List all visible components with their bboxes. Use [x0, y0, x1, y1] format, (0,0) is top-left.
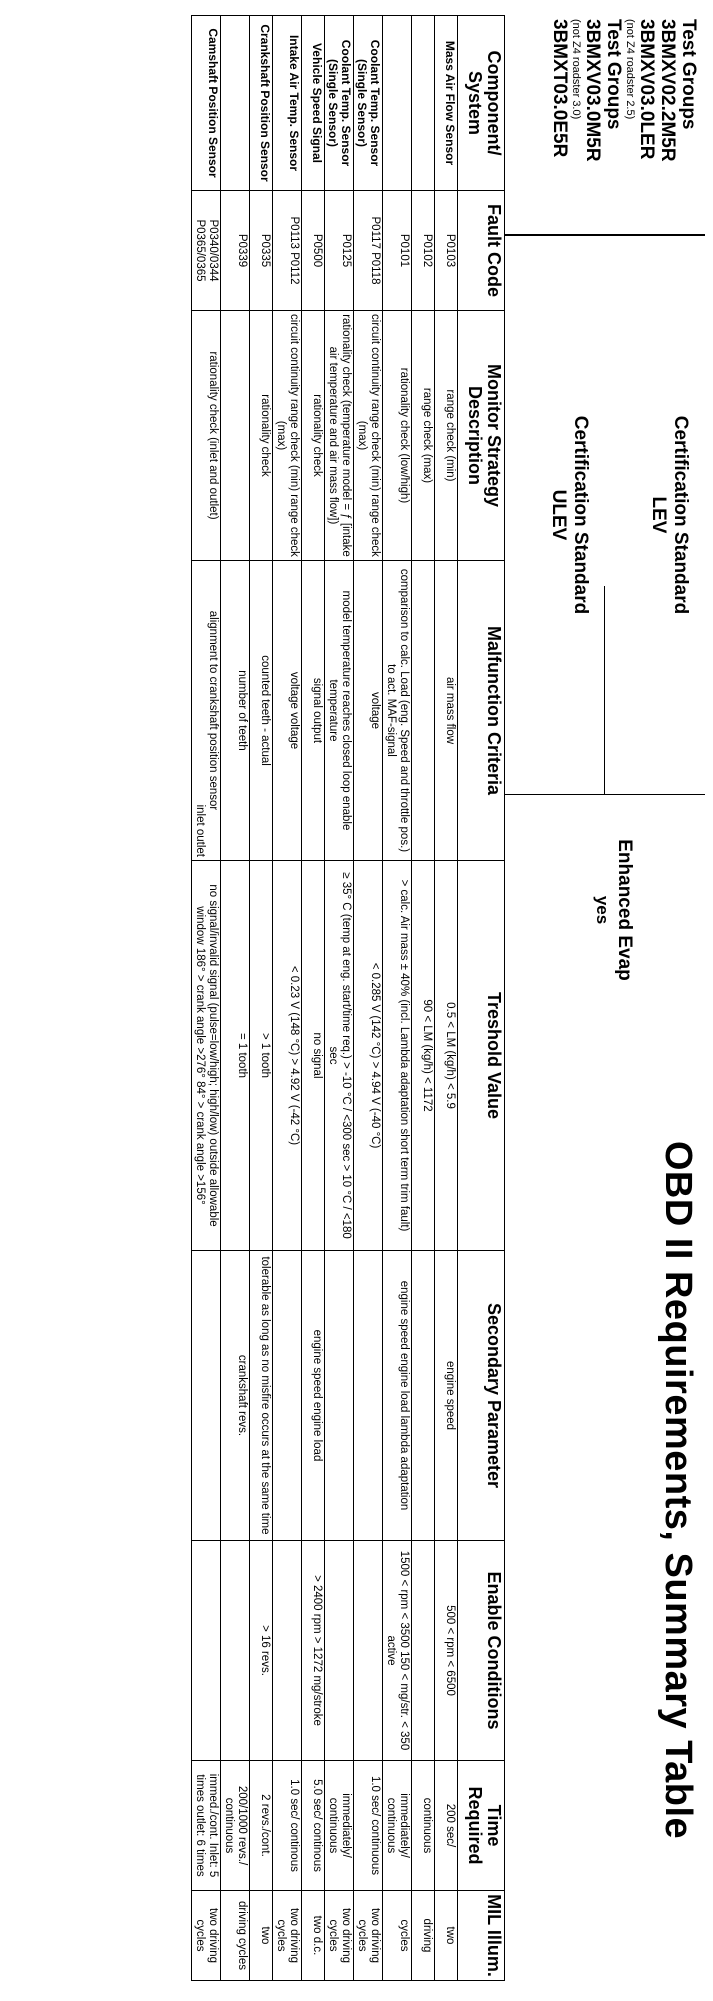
secondary-parameter-cell: crankshaft revs. — [221, 1251, 250, 1541]
malfunction-criteria-cell: number of teeth — [221, 561, 250, 861]
obd-summary-table — [191, 15, 505, 1981]
enable-conditions-cell: > 2400 rpm > 1272 mg/stroke — [302, 1541, 325, 1761]
criteria-inlet-outlet: inlet outlet — [194, 804, 206, 857]
threshold-cell: no signal — [302, 861, 325, 1251]
mil-illum-cell: two driving cycles — [325, 1891, 354, 1981]
secondary-parameter-cell: engine speed engine load — [302, 1251, 325, 1541]
secondary-parameter-cell — [273, 1251, 302, 1541]
test-groups-label: Test Groups — [603, 19, 624, 130]
enable-conditions-cell — [412, 1541, 435, 1761]
threshold-cell: > 1 tooth — [250, 861, 273, 1251]
time-required-cell: 2 revs./cont. — [250, 1761, 273, 1891]
fault-code-cell: P0101 — [383, 191, 412, 311]
column-header: Component/ System — [458, 16, 505, 191]
component-cell — [412, 16, 435, 191]
secondary-parameter-cell: engine speed engine load lambda adaptation — [383, 1251, 412, 1541]
column-header: Fault Code — [458, 191, 505, 311]
component-cell: Intake Air Temp. Sensor — [273, 16, 302, 191]
component-cell: Camshaft Position Sensor — [192, 16, 221, 191]
monitor-strategy-cell: range check (max) — [412, 311, 435, 561]
monitor-strategy-cell: rationality check (inlet and outlet) — [192, 311, 221, 561]
monitor-strategy-cell: rationality check (temperature model = ƒ [intake air temperature and air mass flow]) — [325, 311, 354, 561]
test-group-note: (not Z4 roadster 3.0) — [570, 19, 582, 120]
fault-code-cell: P0339 — [221, 191, 250, 311]
fault-code-cell: P0340/0344 P0365/0365 — [192, 191, 221, 311]
malfunction-criteria-cell: counted teeth - actual — [250, 561, 273, 861]
test-groups-cell — [505, 15, 705, 235]
secondary-parameter-cell — [325, 1251, 354, 1541]
test-group-code: 3BMXV02.2M5R — [657, 19, 678, 162]
certification-label: Certification Standard — [570, 415, 591, 615]
header-block — [505, 15, 705, 1025]
fault-code-cell: P0125 — [325, 191, 354, 311]
time-required-cell: immediately/ continuous — [383, 1761, 412, 1891]
certification-lev — [647, 236, 691, 794]
malfunction-criteria-cell — [192, 561, 221, 861]
component-cell — [221, 16, 250, 191]
component-cell: Vehicle Speed Signal — [302, 16, 325, 191]
test-group-code: 3BMXT03.0E5R — [549, 19, 570, 158]
column-header: Treshold Value — [458, 861, 505, 1251]
malfunction-criteria-cell: voltage voltage — [273, 561, 302, 861]
monitor-strategy-cell: circuit continuity range check (min) range check (max) — [354, 311, 383, 561]
component-cell: Crankshaft Position Sensor — [250, 16, 273, 191]
column-header: Monitor Strategy Description — [458, 311, 505, 561]
enable-conditions-cell — [354, 1541, 383, 1761]
threshold-cell: < 0.285 V (142 °C) > 4.94 V (-40 °C) — [354, 861, 383, 1251]
enable-conditions-cell — [192, 1541, 221, 1761]
mil-illum-cell: two driving cycles — [354, 1891, 383, 1981]
time-required-cell: 5.0 sec/ continous — [302, 1761, 325, 1891]
page-title: OBD II Requirements, Summary Table — [657, 1140, 699, 1840]
certification-value: LEV — [648, 496, 669, 534]
secondary-parameter-cell: tolerable as long as no misfire occurs at the same time — [250, 1251, 273, 1541]
table-row — [221, 16, 250, 1981]
table-row — [354, 16, 383, 1981]
criteria-text: alignment to crankshaft position sensor — [207, 610, 219, 811]
malfunction-criteria-cell: comparison to calc. Load (eng. Speed and throttle pos.) to act. MAF-signal — [383, 561, 412, 861]
enable-conditions-cell — [325, 1541, 354, 1761]
monitor-strategy-cell — [221, 311, 250, 561]
column-header: MIL Illum. — [458, 1891, 505, 1981]
fault-code-cell: P0500 — [302, 191, 325, 311]
mil-illum-cell: two — [250, 1891, 273, 1981]
threshold-cell: 90 < LM (kg/h) < 1172 — [412, 861, 435, 1251]
table-row — [273, 16, 302, 1981]
monitor-strategy-cell: rationality check — [302, 311, 325, 561]
component-cell: Mass Air Flow Sensor — [435, 16, 458, 191]
monitor-strategy-cell: rationality check — [250, 311, 273, 561]
mil-illum-cell: two driving cycles — [273, 1891, 302, 1981]
secondary-parameter-cell — [412, 1251, 435, 1541]
test-group-note: (not Z4 roadster 2.5) — [624, 19, 636, 120]
malfunction-criteria-cell: model temperature reaches closed loop enable temperature — [325, 561, 354, 861]
time-required-cell: immediately/ continuous — [325, 1761, 354, 1891]
table-row — [192, 16, 221, 1981]
mil-illum-cell: two d.c. — [302, 1891, 325, 1981]
monitor-strategy-cell: range check (min) — [435, 311, 458, 561]
fault-code-cell: P0113 P0112 — [273, 191, 302, 311]
enable-conditions-cell: > 16 revs. — [250, 1541, 273, 1761]
time-required-cell: continuous — [412, 1761, 435, 1891]
table-row — [412, 16, 435, 1981]
enhanced-evap-value: yes — [593, 895, 612, 925]
time-required-cell: immed./cont. Inlet: 5 times outlet: 6 times — [192, 1761, 221, 1891]
certification-value: ULEV — [548, 489, 569, 541]
mil-illum-cell: two — [435, 1891, 458, 1981]
fault-code-cell: P0117 P0118 — [354, 191, 383, 311]
enable-conditions-cell: 500 < rpm < 6500 — [435, 1541, 458, 1761]
malfunction-criteria-cell: air mass flow — [435, 561, 458, 861]
component-cell: Coolant Temp. Sensor (Single Sensor) — [354, 16, 383, 191]
mil-illum-cell: driving — [412, 1891, 435, 1981]
malfunction-criteria-cell — [412, 561, 435, 861]
column-header: Enable Conditions — [458, 1541, 505, 1761]
column-header: Malfunction Criteria — [458, 561, 505, 861]
enable-conditions-cell — [221, 1541, 250, 1761]
time-required-cell: 200 sec/ — [435, 1761, 458, 1891]
table-row — [383, 16, 412, 1981]
fault-code-cell: P0103 — [435, 191, 458, 311]
table-header-row — [458, 16, 505, 1981]
table-row — [325, 16, 354, 1981]
threshold-cell: < 0.23 V (148 °C) > 4.92 V (-42 °C) — [273, 861, 302, 1251]
malfunction-criteria-cell: signal output — [302, 561, 325, 861]
enhanced-evap-cell — [505, 795, 705, 1025]
malfunction-criteria-cell: voltage — [354, 561, 383, 861]
secondary-parameter-cell — [354, 1251, 383, 1541]
certification-cell — [505, 235, 705, 795]
monitor-strategy-cell: circuit continuity range check (min) range check (max) — [273, 311, 302, 561]
time-required-cell: 1.0 sec/ continous — [273, 1761, 302, 1891]
column-header: Time Required — [458, 1761, 505, 1891]
mil-illum-cell: two driving cycles — [192, 1891, 221, 1981]
column-header: Secondary Parameter — [458, 1251, 505, 1541]
enhanced-evap-label: Enhanced Evap — [614, 839, 635, 981]
threshold-cell: = 1 tooth — [221, 861, 250, 1251]
enable-conditions-cell — [273, 1541, 302, 1761]
threshold-cell: ≥ 35° C (temp at eng. start/time req.) > -10 °C / <300 sec > 10 °C / <180 sec — [325, 861, 354, 1251]
time-required-cell: 200/1000 revs./ continuous — [221, 1761, 250, 1891]
certification-label: Certification Standard — [670, 415, 691, 615]
time-required-cell: 1.0 sec/ continuous — [354, 1761, 383, 1891]
secondary-parameter-cell — [192, 1251, 221, 1541]
table-row — [302, 16, 325, 1981]
secondary-parameter-cell: engine speed — [435, 1251, 458, 1541]
table-row — [435, 16, 458, 1981]
divider — [604, 586, 605, 794]
certification-ulev — [547, 236, 591, 794]
monitor-strategy-cell: rationality check (low/high) — [383, 311, 412, 561]
table-row — [250, 16, 273, 1981]
threshold-cell: > calc. Air mass ± 40% (incl. Lambda adaptation short term trim fault) — [383, 861, 412, 1251]
fault-code-cell: P0102 — [412, 191, 435, 311]
test-group-code: 3BMXV03.0M5R — [582, 19, 603, 162]
fault-code-cell: P0335 — [250, 191, 273, 311]
mil-illum-cell: driving cycles — [221, 1891, 250, 1981]
component-cell: Coolant Temp. Sensor (Single Sensor) — [325, 16, 354, 191]
test-group-code: 3BMXV03.0LER — [636, 19, 657, 160]
test-groups-label: Test Groups — [678, 19, 699, 130]
enable-conditions-cell: 1500 < rpm < 3500 150 < mg/str. < 350 active — [383, 1541, 412, 1761]
threshold-cell: no signal/invalid signal (pulse=low/high; high/low) outside allowable window 186° > crank angle >276° 84° > crank angle >156° — [192, 861, 221, 1251]
mil-illum-cell: cycles — [383, 1891, 412, 1981]
threshold-cell: 0.5 < LM (kg/h) < 5.9 — [435, 861, 458, 1251]
component-cell — [383, 16, 412, 191]
